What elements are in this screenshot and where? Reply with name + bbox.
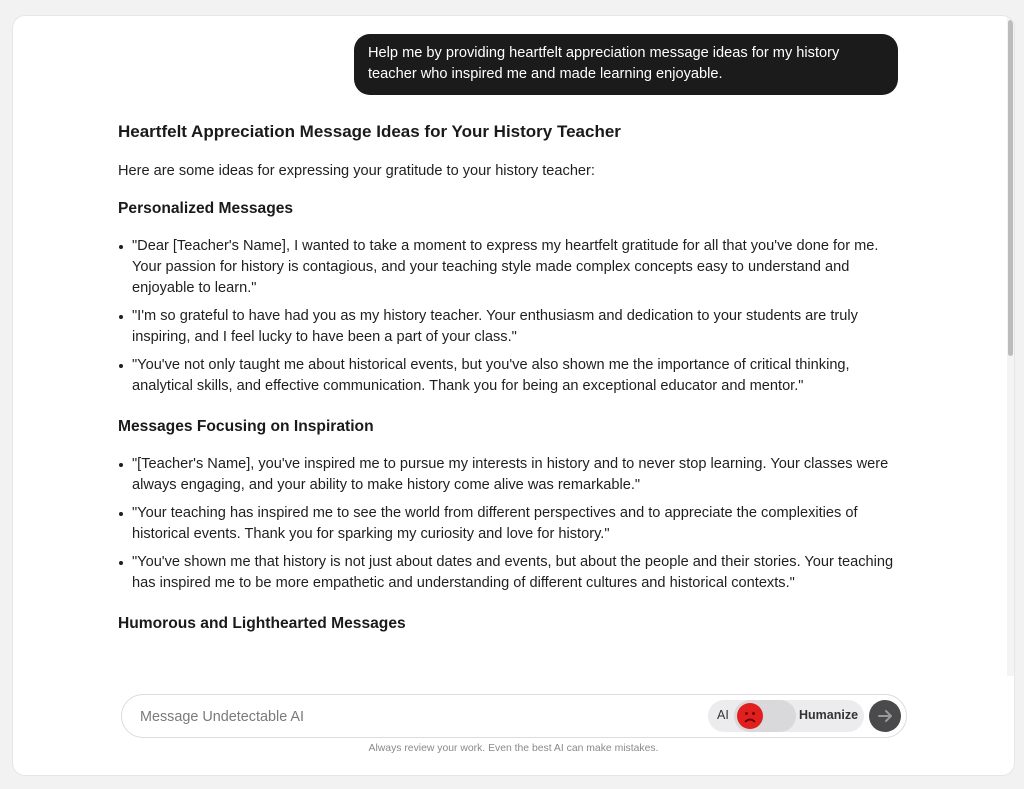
response-intro: Here are some ideas for expressing your gratitude to your history teacher: xyxy=(118,163,595,179)
toggle-switch[interactable] xyxy=(734,700,796,732)
list-item xyxy=(132,454,898,496)
bullet-icon xyxy=(119,245,123,249)
bullet-icon xyxy=(119,561,123,565)
toggle-humanize-label: Humanize xyxy=(799,708,859,722)
sad-face-icon[interactable] xyxy=(737,703,763,729)
list-item xyxy=(132,306,898,348)
toggle-ai-label: AI xyxy=(717,708,729,722)
bullet-icon xyxy=(119,315,123,319)
message-input[interactable] xyxy=(138,705,702,729)
list-item xyxy=(132,552,898,594)
list-item xyxy=(132,503,898,545)
section-heading-personalized: Personalized Messages xyxy=(118,200,294,217)
scrollbar-thumb[interactable] xyxy=(1008,20,1013,356)
list-item xyxy=(132,236,898,299)
sad-face-icon-graphic xyxy=(737,703,763,729)
section-heading-inspiration: Messages Focusing on Inspiration xyxy=(118,418,374,435)
list-item xyxy=(132,355,898,397)
list-item-text: "You've shown me that history is not just about dates and events, but about the people and their stories. Your teaching has inspired me to be more empathetic and understanding of different cultures and historical contexts." xyxy=(132,554,894,591)
send-button[interactable] xyxy=(869,700,901,732)
list-item-text: "Your teaching has inspired me to see the world from different perspectives and to appreciate the complexities of historical events. Thank you for sparking my curiosity and love for history." xyxy=(132,505,858,542)
user-message-bubble: Help me by providing heartfelt appreciation message ideas for my history teacher who inspired me and made learning enjoyable. xyxy=(354,34,898,95)
section-list-personalized xyxy=(118,236,898,397)
bullet-icon xyxy=(119,512,123,516)
arrow-right-icon xyxy=(869,700,901,732)
humanize-toggle[interactable] xyxy=(708,700,864,732)
bullet-icon xyxy=(119,463,123,467)
message-list[interactable] xyxy=(13,16,1008,676)
list-item-text: "You've not only taught me about historical events, but you've also shown me the importance of critical thinking, analytical skills, and effective communication. Thank you for being an exceptional educator and mentor." xyxy=(132,357,850,394)
bullet-icon xyxy=(119,364,123,368)
assistant-response xyxy=(118,120,898,651)
disclaimer-text: Always review your work. Even the best AI can make mistakes. xyxy=(368,743,659,754)
section-list-inspiration xyxy=(118,454,898,594)
response-title: Heartfelt Appreciation Message Ideas for Your History Teacher xyxy=(118,122,621,141)
list-item-text: "I'm so grateful to have had you as my history teacher. Your enthusiasm and dedication to your students are truly inspiring, and I feel lucky to have been a part of your class." xyxy=(132,308,858,345)
list-item-text: "[Teacher's Name], you've inspired me to pursue my interests in history and to never stop learning. Your classes were always engaging, and your ability to make history come alive was remarkable." xyxy=(132,456,889,493)
list-item-text: "Dear [Teacher's Name], I wanted to take a moment to express my heartfelt gratitude for all that you've done for me. Your passion for history is contagious, and your teaching style made complex concepts easy to understand and enjoyable to learn." xyxy=(132,238,879,296)
chat-window xyxy=(13,16,1014,775)
section-heading-humorous: Humorous and Lighthearted Messages xyxy=(118,615,406,632)
message-composer xyxy=(121,694,907,738)
